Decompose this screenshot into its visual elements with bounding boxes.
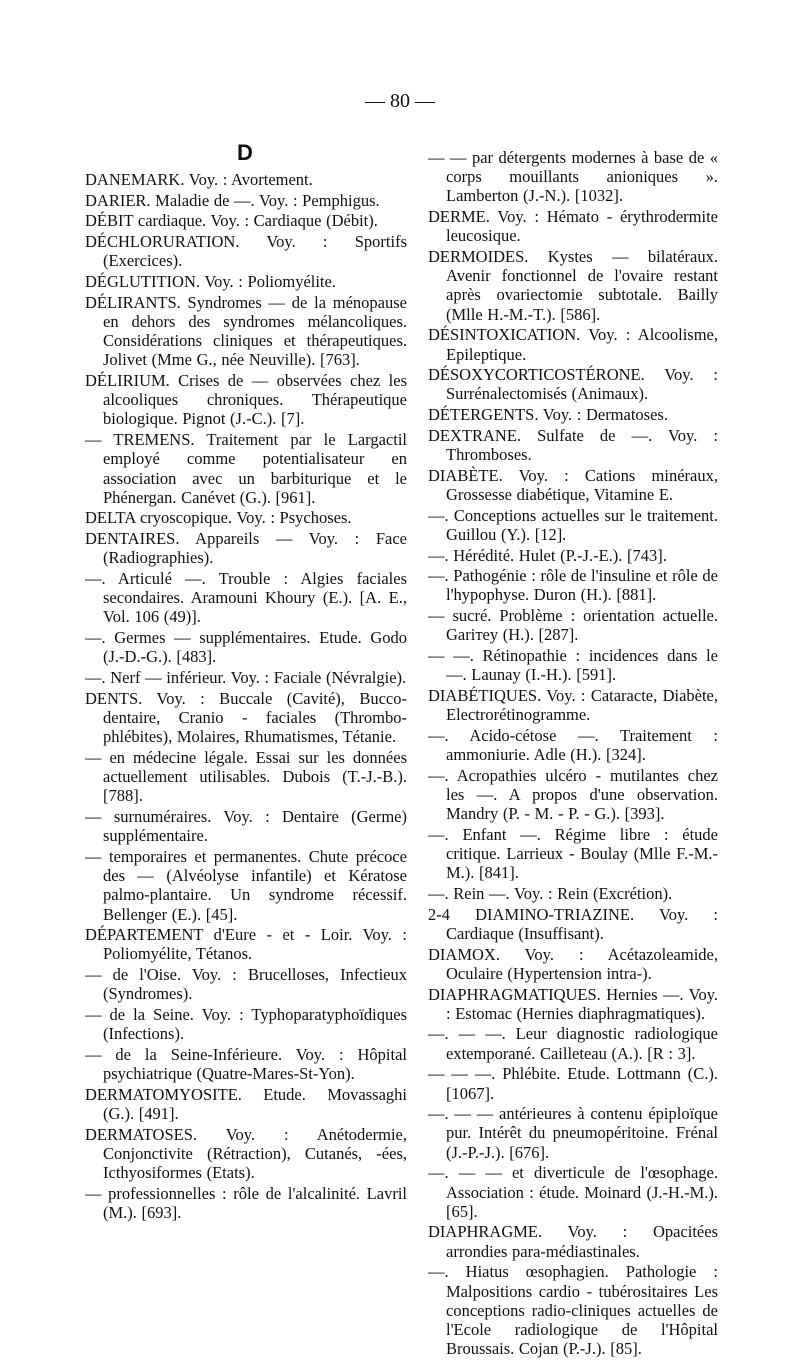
right-column xyxy=(428,148,718,1360)
index-entry: —. Acropathies ulcéro - mutilantes chez les —. A propos d'une observation. Mandry (P. - M. - P. - G.). [393]. xyxy=(428,765,718,824)
page-number: — 80 — xyxy=(365,90,435,112)
index-entry: — professionnelles : rôle de l'alcalinité. Lavril (M.). [693]. xyxy=(85,1183,407,1223)
index-entry: DÉBIT cardiaque. Voy. : Cardiaque (Débit). xyxy=(85,211,378,231)
index-entry: —. Hérédité. Hulet (P.-J.-E.). [743]. xyxy=(428,545,667,565)
index-entry: DERMOIDES. Kystes — bilatéraux. Avenir fonctionnel de l'ovaire restant après ovariectomie subtotale. Bailly (Mlle H.-M.-T.). [586]. xyxy=(428,247,718,324)
index-entry: DIAMOX. Voy. : Acétazoleamide, Oculaire (Hypertension intra-). xyxy=(428,944,718,983)
index-entry: — — —. Phlébite. Etude. Lottmann (C.). [1067]. xyxy=(428,1064,718,1103)
index-entry: DANEMARK. Voy. : Avortement. xyxy=(85,170,313,189)
left-column xyxy=(85,170,407,1224)
index-entry: — de la Seine. Voy. : Typhoparatyphoïdiques (Infections). xyxy=(85,1005,407,1044)
index-entry: DÉTERGENTS. Voy. : Dermatoses. xyxy=(428,405,668,425)
index-entry: DERME. Voy. : Hémato - érythrodermite leucosique. xyxy=(428,207,718,246)
index-entry: —. Acido-cétose —. Traitement : ammoniurie. Adle (H.). [324]. xyxy=(428,725,718,765)
index-entry: — temporaires et permanentes. Chute précoce des — (Alvéolyse infantile) et Kératose palmo-plantaire. Un syndrome récessif. Bellenger (E.). [45]. xyxy=(85,846,407,924)
index-entry: DENTS. Voy. : Buccale (Cavité), Bucco-dentaire, Cranio - faciales (Thrombo-phlébites), Molaires, Rhumatismes, Tétanie. xyxy=(85,688,407,747)
index-entry: — — par détergents modernes à base de « corps mouillants anioniques ». Lamberton (J.-N.). [1032]. xyxy=(428,148,718,206)
index-entry: DÉCHLORURATION. Voy. : Sportifs (Exercices). xyxy=(85,232,407,271)
index-entry: DÉPARTEMENT d'Eure - et - Loir. Voy. : Poliomyélite, Tétanos. xyxy=(85,925,407,964)
index-entry: —. — — et diverticule de l'œsophage. Association : étude. Moinard (J.-H.-M.). [65]. xyxy=(428,1163,718,1221)
index-entry: DIABÉTIQUES. Voy. : Cataracte, Diabète, Electrorétinogramme. xyxy=(428,685,718,725)
index-entry: —. Rein —. Voy. : Rein (Excrétion). xyxy=(428,884,673,904)
index-entry: —. Conceptions actuelles sur le traitement. Guillou (Y.). [12]. xyxy=(428,505,718,544)
index-entry: — sucré. Problème : orientation actuelle. Gariтey (H.). [287]. xyxy=(428,606,718,645)
index-entry: DENTAIRES. Appareils — Voy. : Face (Radiographies). xyxy=(85,529,407,568)
index-entry: DÉSOXYCORTICOSTÉRONE. Voy. : Surrénalectomisés (Animaux). xyxy=(428,365,718,404)
section-letter: D xyxy=(237,140,253,165)
index-entry: DERMATOMYOSITE. Etude. Movassaghi (G.). [491]. xyxy=(85,1084,407,1124)
index-entry: DÉLIRANTS. Syndromes — de la ménopause en dehors des syndromes mélancoliques. Considérations cliniques et thérapeutiques. Jolivet (Mme G., née Neuville). [763]. xyxy=(85,292,407,370)
index-entry: —. Enfant —. Régime libre : étude critique. Larrieux - Boulay (Mlle F.-M.-M.). [841]. xyxy=(428,824,718,883)
index-entry: DELTA cryoscopique. Voy. : Psychoses. xyxy=(85,508,352,528)
index-entry: DERMATOSES. Voy. : Anétodermie, Conjonctivite (Rétraction), Cutanés, -ées, Icthyosiformes (Etats). xyxy=(85,1124,407,1183)
index-entry: — en médecine légale. Essai sur les données actuellement utilisables. Dubois (T.-J.-B.). [788]. xyxy=(85,747,407,806)
index-entry: DÉLIRIUM. Crises de — observées chez les alcooliques chroniques. Thérapeutique biologique. Pignot (J.-C.). [7]. xyxy=(85,371,407,429)
index-entry: —. Germes — supplémentaires. Etude. Godo (J.-D.-G.). [483]. xyxy=(85,628,407,667)
index-entry: —. Hiatus œsophagien. Pathologie : Malpositions cardio - tubérositaires Les conceptions radio-cliniques actuelles de l'Ecole radiologique de l'Hôpital Broussais. Cojan (P.-J.). [85]. xyxy=(428,1262,718,1359)
index-entry: DIABÈTE. Voy. : Cations minéraux, Grossesse diabétique, Vitamine E. xyxy=(428,465,718,504)
index-entry: DÉGLUTITION. Voy. : Poliomyélite. xyxy=(85,272,336,292)
index-entry: — de l'Oise. Voy. : Brucelloses, Infectieux (Syndromes). xyxy=(85,965,407,1004)
index-entry: DÉSINTOXICATION. Voy. : Alcoolisme, Epileptique. xyxy=(428,325,718,364)
index-entry: — surnuméraires. Voy. : Dentaire (Germe) supplémentaire. xyxy=(85,807,407,846)
index-entry: — —. Rétinopathie : incidences dans le —. Launay (I.-H.). [591]. xyxy=(428,646,718,685)
index-entry: DEXTRANE. Sulfate de —. Voy. : Thromboses. xyxy=(428,425,718,465)
index-entry: — TREMENS. Traitement par le Largactil employé comme potentialisateur en association avec un barbiturique et le Phénergan. Canévet (G.). [961]. xyxy=(85,430,407,507)
index-entry: —. — —. Leur diagnostic radiologique extemporané. Cailleteau (A.). [R : 3]. xyxy=(428,1024,718,1063)
index-entry: DIAPHRAGMATIQUES. Hernies —. Voy. : Estomac (Hernies diaphragmatiques). xyxy=(428,984,718,1023)
index-entry: DARIER. Maladie de —. Voy. : Pemphigus. xyxy=(85,190,380,210)
index-entry: — de la Seine-Inférieure. Voy. : Hôpital psychiatrique (Quatre-Mares-St-Yon). xyxy=(85,1044,407,1084)
index-entry: —. — — antérieures à contenu épiploïque pur. Intérêt du pneumopéritoine. Frénal (J.-P.-J.). [676]. xyxy=(428,1104,718,1162)
index-entry: —. Articulé —. Trouble : Algies faciales secondaires. Aramouni Khoury (E.). [A. E., Vol. 106 (49)]. xyxy=(85,569,407,627)
index-entry: DIAPHRAGME. Voy. : Opacitées arrondies para-médiastinales. xyxy=(428,1222,718,1261)
index-entry: 2-4 DIAMINO-TRIAZINE. Voy. : Cardiaque (Insuffisant). xyxy=(428,904,718,943)
index-entry: —. Pathogénie : rôle de l'insuline et rôle de l'hypophyse. Duron (H.). [881]. xyxy=(428,566,718,605)
index-entry: —. Nerf — inférieur. Voy. : Faciale (Névralgie). xyxy=(85,668,407,688)
